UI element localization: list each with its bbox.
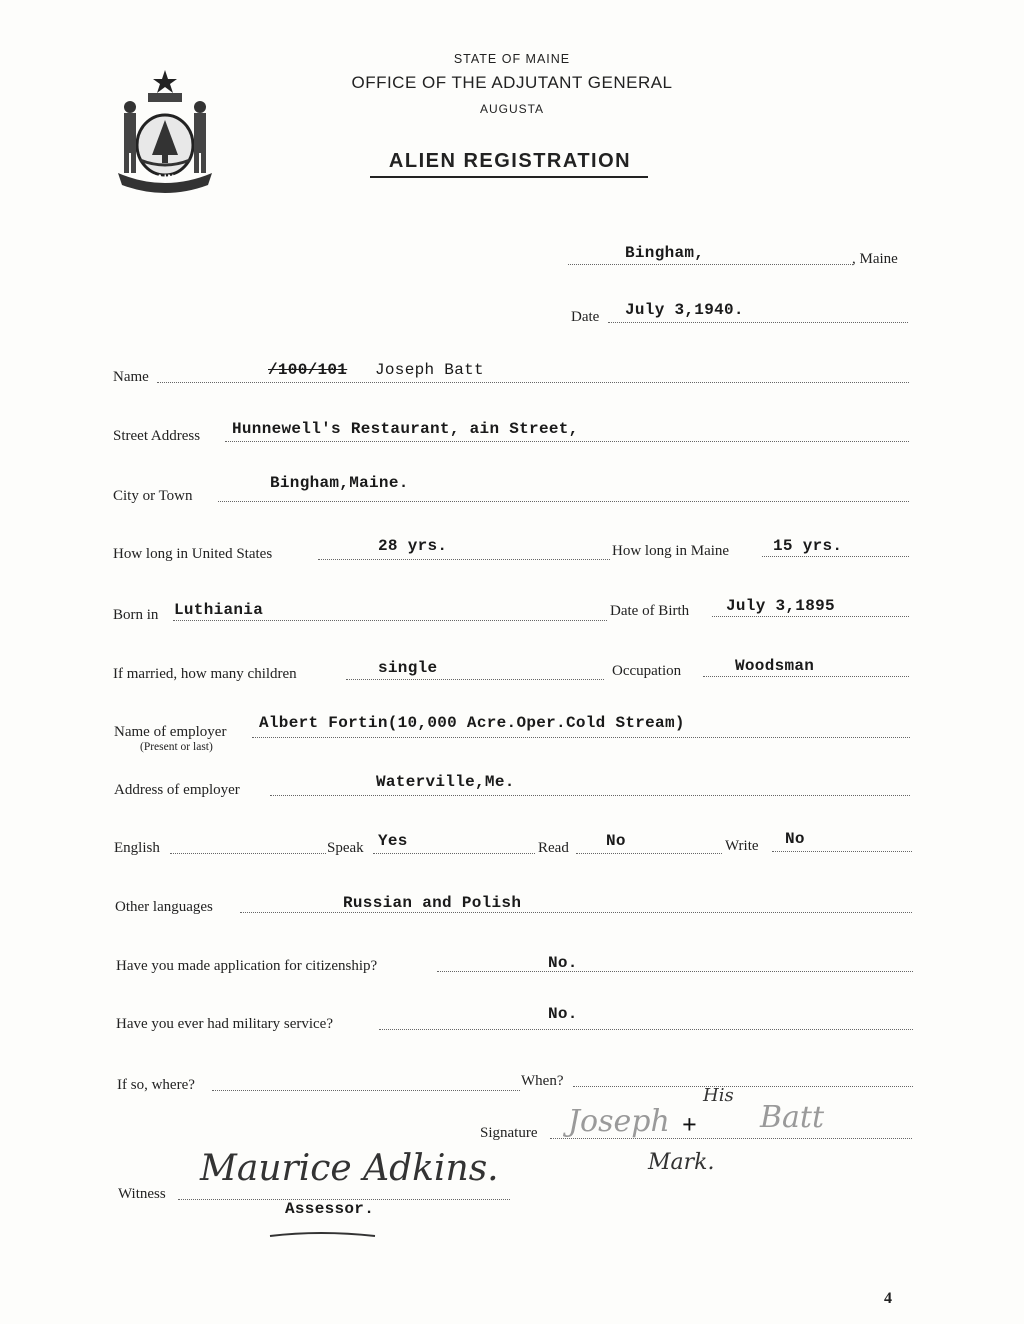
dob-value: July 3,1895 <box>726 597 835 615</box>
signature-name: Joseph <box>568 1104 670 1139</box>
witness-title: Assessor. <box>285 1200 375 1218</box>
header-state: STATE OF MAINE <box>453 52 571 66</box>
english-label: English <box>114 840 160 856</box>
witness-underline-flourish <box>270 1228 380 1240</box>
signature-x-mark: + <box>682 1110 697 1139</box>
children-label: If married, how many children <box>113 666 297 682</box>
languages-line <box>240 912 912 913</box>
signature-his: His <box>703 1085 734 1106</box>
page-number: 4 <box>884 1290 892 1307</box>
citizenship-label: Have you made application for citizenship? <box>116 958 378 974</box>
city-value: Bingham,Maine. <box>270 474 409 492</box>
maine-value: 15 yrs. <box>773 537 843 555</box>
read-value: No <box>606 832 626 850</box>
dob-line <box>712 616 909 617</box>
date-label: Date <box>571 309 600 325</box>
form-title: ALIEN REGISTRATION <box>388 150 632 172</box>
military-label: Have you ever had military service? <box>116 1016 333 1032</box>
read-label: Read <box>538 840 569 856</box>
name-struck-value: /100/101 <box>268 361 348 379</box>
employer-label: Name of employer <box>114 724 227 740</box>
employer-address-line <box>270 795 910 796</box>
languages-label: Other languages <box>115 899 213 915</box>
employer-value: Albert Fortin(10,000 Acre.Oper.Cold Stream) <box>259 714 685 732</box>
born-line <box>173 620 607 621</box>
speak-value: Yes <box>378 832 408 850</box>
seal-banner-text: MAINE <box>148 173 182 183</box>
occupation-value: Woodsman <box>735 657 815 675</box>
place-suffix: , Maine <box>852 251 898 267</box>
read-line <box>576 853 722 854</box>
dob-label: Date of Birth <box>610 603 690 619</box>
languages-value: Russian and Polish <box>343 894 522 912</box>
children-line <box>346 679 604 680</box>
employer-address-label: Address of employer <box>114 782 240 798</box>
maine-label: How long in Maine <box>612 543 730 559</box>
where-line <box>212 1090 520 1091</box>
title-underline <box>370 176 648 178</box>
military-value: No. <box>548 1005 578 1023</box>
born-value: Luthiania <box>174 601 264 619</box>
city-label: City or Town <box>113 488 193 504</box>
signature-label: Signature <box>480 1125 538 1141</box>
employer-sublabel: (Present or last) <box>140 741 213 753</box>
children-value: single <box>378 659 438 677</box>
when-label: When? <box>521 1073 564 1089</box>
header-office: OFFICE OF THE ADJUTANT GENERAL <box>351 73 673 92</box>
street-label: Street Address <box>113 428 201 444</box>
write-line <box>772 851 912 852</box>
witness-signature: Maurice Adkins. <box>200 1148 499 1189</box>
header-city: AUGUSTA <box>479 102 545 116</box>
city-line <box>218 501 909 502</box>
write-label: Write <box>725 838 759 854</box>
date-line <box>608 322 908 323</box>
witness-label: Witness <box>118 1186 166 1202</box>
write-value: No <box>785 830 805 848</box>
citizenship-line <box>437 971 913 972</box>
street-value: Hunnewell's Restaurant, ain Street, <box>232 420 579 438</box>
citizenship-value: No. <box>548 954 578 972</box>
english-line <box>170 853 326 854</box>
place-line <box>568 264 853 265</box>
occupation-line <box>703 676 909 677</box>
born-label: Born in <box>113 607 159 623</box>
military-line <box>379 1029 913 1030</box>
us-value: 28 yrs. <box>378 537 448 555</box>
signature-mark-label: Mark. <box>648 1150 715 1175</box>
speak-line <box>373 853 535 854</box>
us-line <box>318 559 610 560</box>
employer-address-value: Waterville,Me. <box>376 773 515 791</box>
maine-line <box>762 556 909 557</box>
place-town-value: Bingham, <box>625 244 705 262</box>
name-value: Joseph Batt <box>375 361 484 379</box>
street-line <box>225 441 909 442</box>
name-line <box>157 382 909 383</box>
us-label: How long in United States <box>113 546 273 562</box>
occupation-label: Occupation <box>612 663 682 679</box>
date-value: July 3,1940. <box>625 301 744 319</box>
speak-label: Speak <box>327 840 364 856</box>
name-label: Name <box>113 369 149 385</box>
when-line <box>573 1086 913 1087</box>
signature-surname: Batt <box>760 1100 825 1135</box>
where-label: If so, where? <box>117 1077 195 1093</box>
employer-line <box>252 737 910 738</box>
